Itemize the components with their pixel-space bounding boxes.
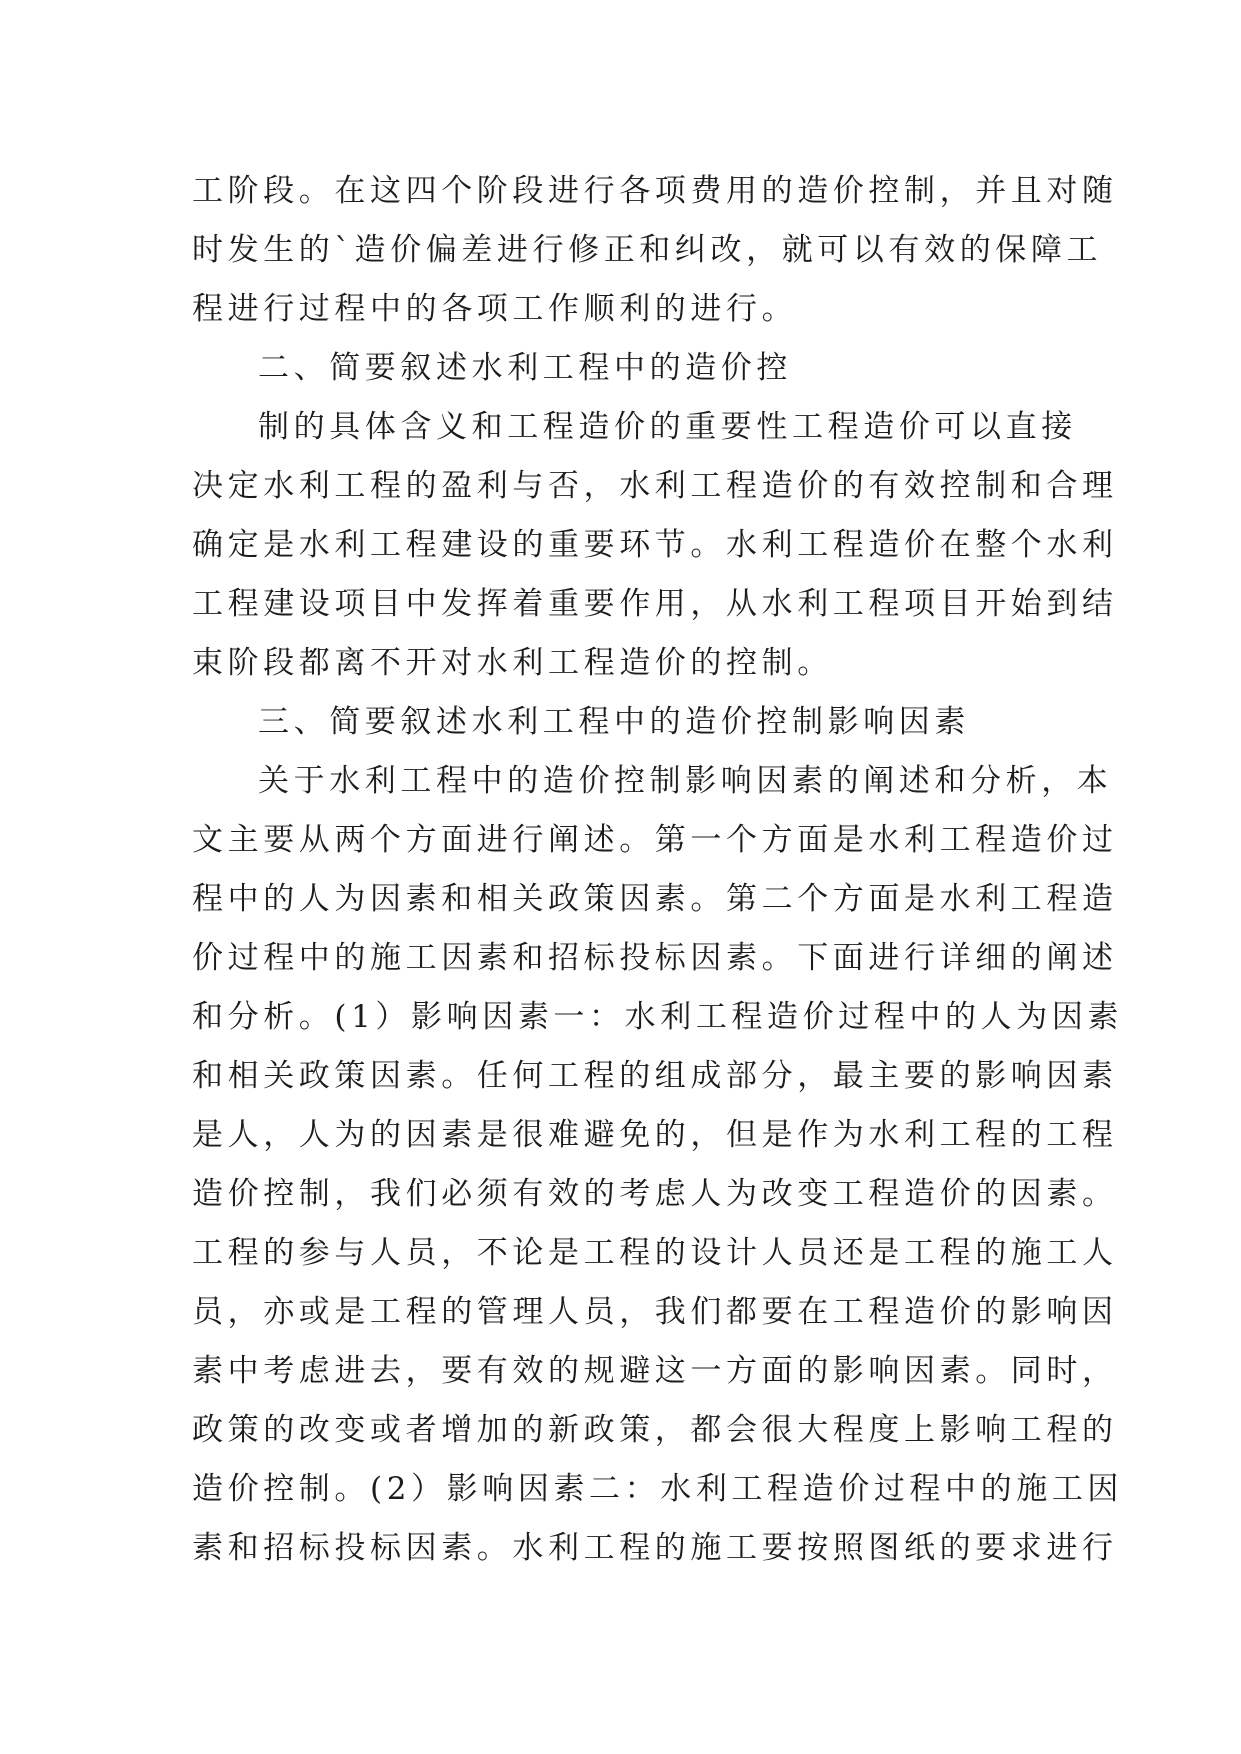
text-line: 工阶段。在这四个阶段进行各项费用的造价控制，并且对随 <box>192 173 1118 209</box>
text-line: 程进行过程中的各项工作顺利的进行。 <box>192 291 798 327</box>
text-line: 造价控制。(2）影响因素二：水利工程造价过程中的施工因 <box>192 1471 1124 1507</box>
section-heading-2: 二、简要叙述水利工程中的造价控 <box>258 350 792 386</box>
text-line: 文主要从两个方面进行阐述。第一个方面是水利工程造价过 <box>192 822 1118 858</box>
text-line: 束阶段都离不开对水利工程造价的控制。 <box>192 645 833 681</box>
text-line: 价过程中的施工因素和招标投标因素。下面进行详细的阐述 <box>192 940 1118 976</box>
text-line: 员，亦或是工程的管理人员，我们都要在工程造价的影响因 <box>192 1294 1118 1330</box>
text-line: 是人，人为的因素是很难避免的，但是作为水利工程的工程 <box>192 1117 1118 1153</box>
text-line: 和相关政策因素。任何工程的组成部分，最主要的影响因素 <box>192 1058 1118 1094</box>
text-line: 关于水利工程中的造价控制影响因素的阐述和分析，本 <box>258 763 1113 799</box>
text-line: 素中考虑进去，要有效的规避这一方面的影响因素。同时， <box>192 1353 1118 1389</box>
text-line: 造价控制，我们必须有效的考虑人为改变工程造价的因素。 <box>192 1176 1118 1212</box>
text-line: 确定是水利工程建设的重要环节。水利工程造价在整个水利 <box>192 527 1118 563</box>
text-line: 决定水利工程的盈利与否，水利工程造价的有效控制和合理 <box>192 468 1118 504</box>
text-line: 工程的参与人员，不论是工程的设计人员还是工程的施工人 <box>192 1235 1118 1271</box>
text-line: 素和招标投标因素。水利工程的施工要按照图纸的要求进行 <box>192 1530 1118 1566</box>
section-heading-3: 三、简要叙述水利工程中的造价控制影响因素 <box>258 704 970 740</box>
text-line: 工程建设项目中发挥着重要作用，从水利工程项目开始到结 <box>192 586 1118 622</box>
text-line: 政策的改变或者增加的新政策，都会很大程度上影响工程的 <box>192 1412 1118 1448</box>
text-line: 制的具体含义和工程造价的重要性工程造价可以直接 <box>258 409 1077 445</box>
body-text <box>192 162 1124 1578</box>
text-line: 时发生的`造价偏差进行修正和纠改，就可以有效的保障工 <box>192 232 1103 268</box>
text-line: 程中的人为因素和相关政策因素。第二个方面是水利工程造 <box>192 881 1118 917</box>
text-line: 和分析。(1）影响因素一：水利工程造价过程中的人为因素 <box>192 999 1124 1035</box>
